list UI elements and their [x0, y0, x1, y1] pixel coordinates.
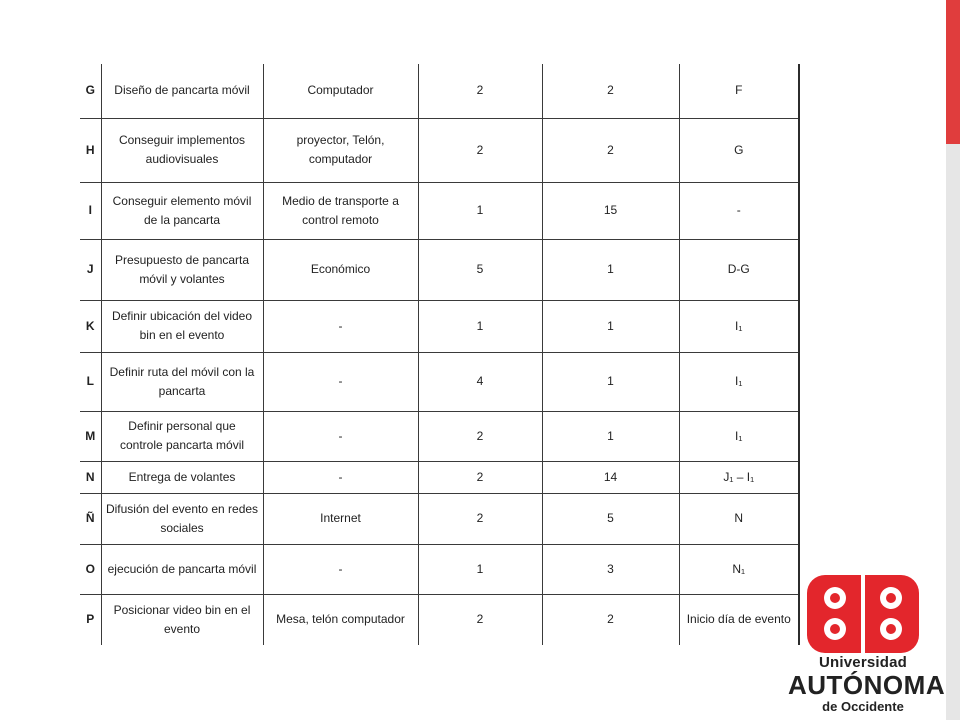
cell-code: L [80, 352, 101, 411]
side-bar-accent [946, 0, 960, 144]
cell-activity: Conseguir elemento móvil de la pancarta [101, 182, 263, 239]
cell-value-1: 2 [418, 411, 542, 461]
cell-activity: Entrega de volantes [101, 461, 263, 493]
cell-activity: Definir ubicación del video bin en el evento [101, 300, 263, 352]
cell-value-2: 2 [542, 64, 679, 118]
cell-predecessor: - [679, 182, 799, 239]
cell-resource: Económico [263, 239, 418, 300]
cell-predecessor: N₁ [679, 544, 799, 594]
cell-code: J [80, 239, 101, 300]
cell-value-1: 2 [418, 493, 542, 544]
cell-code: G [80, 64, 101, 118]
cell-code: H [80, 118, 101, 182]
logo-line-autonoma: AUTÓNOMA [788, 670, 946, 700]
cell-value-2: 2 [542, 594, 679, 645]
cell-activity: Difusión del evento en redes sociales [101, 493, 263, 544]
cell-value-2: 1 [542, 239, 679, 300]
cell-activity: Definir ruta del móvil con la pancarta [101, 352, 263, 411]
cell-value-1: 4 [418, 352, 542, 411]
table-row [80, 544, 799, 594]
cell-code: I [80, 182, 101, 239]
cell-code: O [80, 544, 101, 594]
table-row [80, 118, 799, 182]
cell-predecessor: J₁ – I₁ [679, 461, 799, 493]
cell-predecessor: I₁ [679, 411, 799, 461]
cell-value-1: 2 [418, 594, 542, 645]
cell-value-1: 5 [418, 239, 542, 300]
cell-activity: Diseño de pancarta móvil [101, 64, 263, 118]
cell-value-2: 5 [542, 493, 679, 544]
cell-code: K [80, 300, 101, 352]
table-row [80, 594, 799, 645]
cell-value-1: 2 [418, 64, 542, 118]
cell-resource: Medio de transporte a control remoto [263, 182, 418, 239]
cell-value-1: 1 [418, 544, 542, 594]
cell-value-1: 1 [418, 182, 542, 239]
cell-resource: proyector, Telón, computador [263, 118, 418, 182]
cell-activity: ejecución de pancarta móvil [101, 544, 263, 594]
cell-predecessor: Inicio día de evento [679, 594, 799, 645]
cell-value-2: 1 [542, 352, 679, 411]
cell-activity: Conseguir implementos audiovisuales [101, 118, 263, 182]
cell-code: Ñ [80, 493, 101, 544]
cell-value-2: 2 [542, 118, 679, 182]
cell-value-1: 1 [418, 300, 542, 352]
cell-predecessor: I₁ [679, 352, 799, 411]
cell-activity: Definir personal que controle pancarta móvil [101, 411, 263, 461]
cell-resource: - [263, 461, 418, 493]
logo-line-universidad: Universidad [818, 654, 908, 671]
cell-resource: - [263, 352, 418, 411]
cell-predecessor: D-G [679, 239, 799, 300]
cell-resource: Internet [263, 493, 418, 544]
table-row [80, 461, 799, 493]
cell-value-2: 15 [542, 182, 679, 239]
cell-code: M [80, 411, 101, 461]
cell-value-2: 14 [542, 461, 679, 493]
cell-code: P [80, 594, 101, 645]
cell-resource: Computador [263, 64, 418, 118]
cell-resource: - [263, 411, 418, 461]
table-row [80, 182, 799, 239]
cell-value-2: 1 [542, 300, 679, 352]
cell-value-1: 2 [418, 118, 542, 182]
activity-table [80, 64, 800, 645]
logo-line-occidente: de Occidente [822, 699, 904, 714]
table-row [80, 300, 799, 352]
cell-predecessor: G [679, 118, 799, 182]
cell-resource: - [263, 300, 418, 352]
table-row [80, 352, 799, 411]
cell-value-2: 3 [542, 544, 679, 594]
cell-predecessor: F [679, 64, 799, 118]
table-row [80, 493, 799, 544]
cell-value-2: 1 [542, 411, 679, 461]
table-row [80, 64, 799, 118]
table-row [80, 411, 799, 461]
cell-predecessor: N [679, 493, 799, 544]
cell-activity: Posicionar video bin en el evento [101, 594, 263, 645]
logo-wordmark [788, 654, 946, 716]
cell-predecessor: I₁ [679, 300, 799, 352]
cell-resource: Mesa, telón computador [263, 594, 418, 645]
table-row [80, 239, 799, 300]
cell-value-1: 2 [418, 461, 542, 493]
cell-resource: - [263, 544, 418, 594]
cell-code: N [80, 461, 101, 493]
cell-activity: Presupuesto de pancarta móvil y volantes [101, 239, 263, 300]
